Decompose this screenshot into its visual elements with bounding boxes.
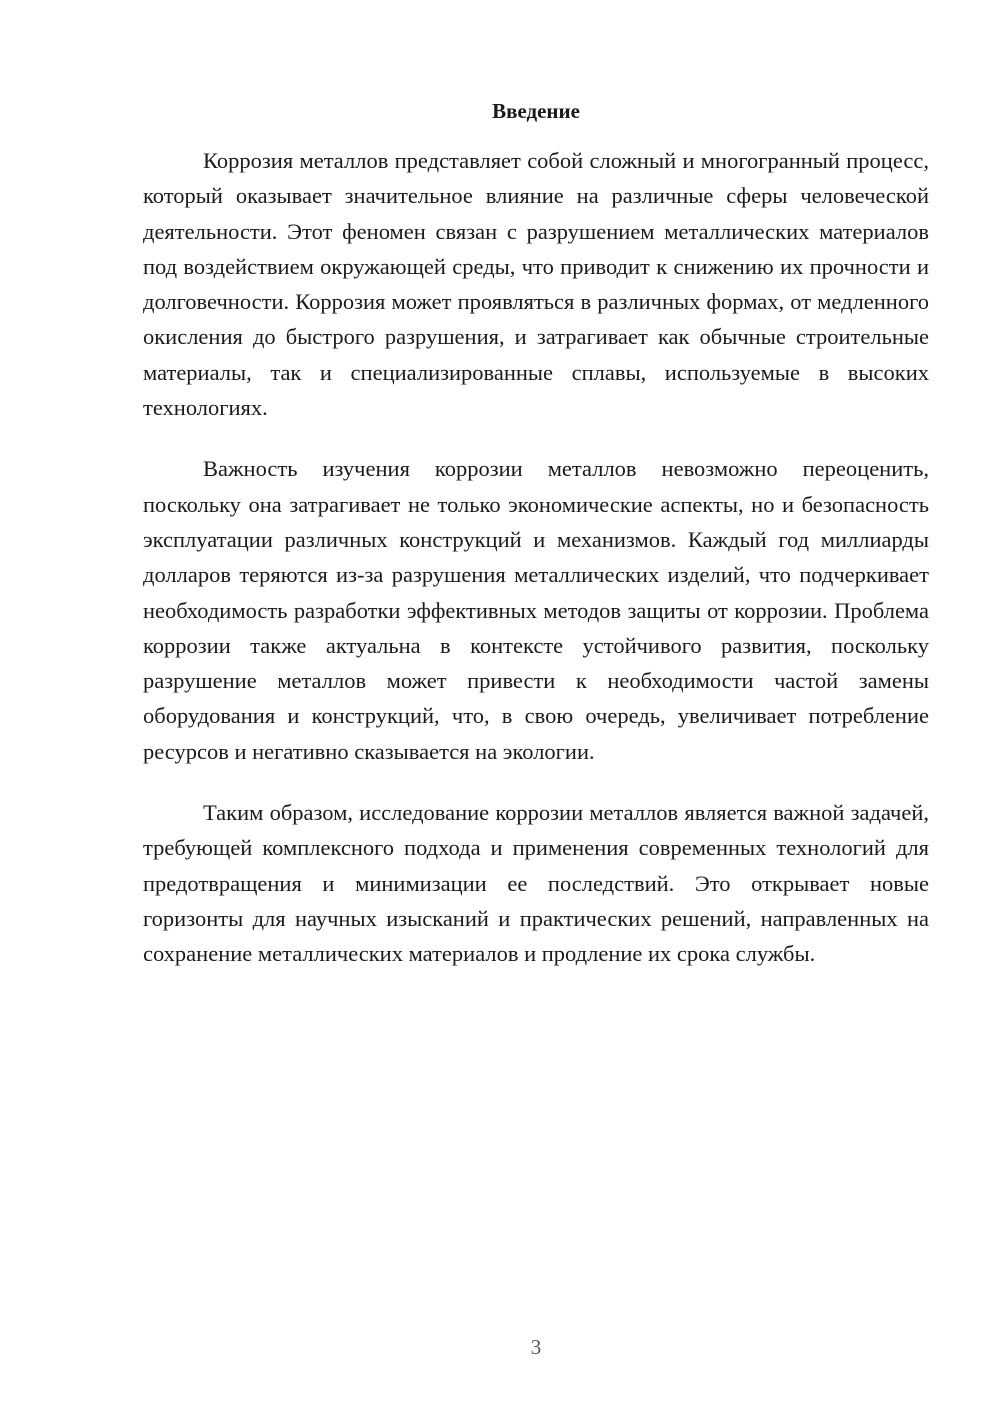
page-number: 3 [530, 1335, 542, 1359]
page-content [143, 95, 929, 972]
body-paragraph-1: Коррозия металлов представляет собой сложный и многогранный процесс, который оказывает значительное влияние на различные сферы человеческой деятельности. Этот феномен связан с разрушением металлических материалов под воздействием окружающей среды, что приводит к снижению их прочности и долговечности. Коррозия может проявляться в различных формах, от медленного окисления до быстрого разрушения, и затрагивает как обычные строительные материалы, так и специализированные сплавы, используемые в высоких технологиях. [143, 148, 929, 421]
body-paragraph-2: Важность изучения коррозии металлов невозможно переоценить, поскольку она затрагивает не только экономические аспекты, но и безопасность эксплуатации различных конструкций и механизмов. Каждый год миллиарды долларов теряются из-за разрушения металлических изделий, что подчеркивает необходимость разработки эффективных методов защиты от коррозии. Проблема коррозии также актуальна в контексте устойчивого развития, поскольку разрушение металлов может привести к необходимости частой замены оборудования и конструкций, что, в свою очередь, увеличивает потребление ресурсов и негативно сказывается на экологии. [143, 456, 929, 764]
body-paragraph-3: Таким образом, исследование коррозии металлов является важной задачей, требующей комплексного подхода и применения современных технологий для предотвращения и минимизации ее последствий. Это открывает новые горизонты для научных изысканий и практических решений, направленных на сохранение металлических материалов и продление их срока службы. [143, 800, 929, 967]
section-heading: Введение [492, 99, 580, 123]
